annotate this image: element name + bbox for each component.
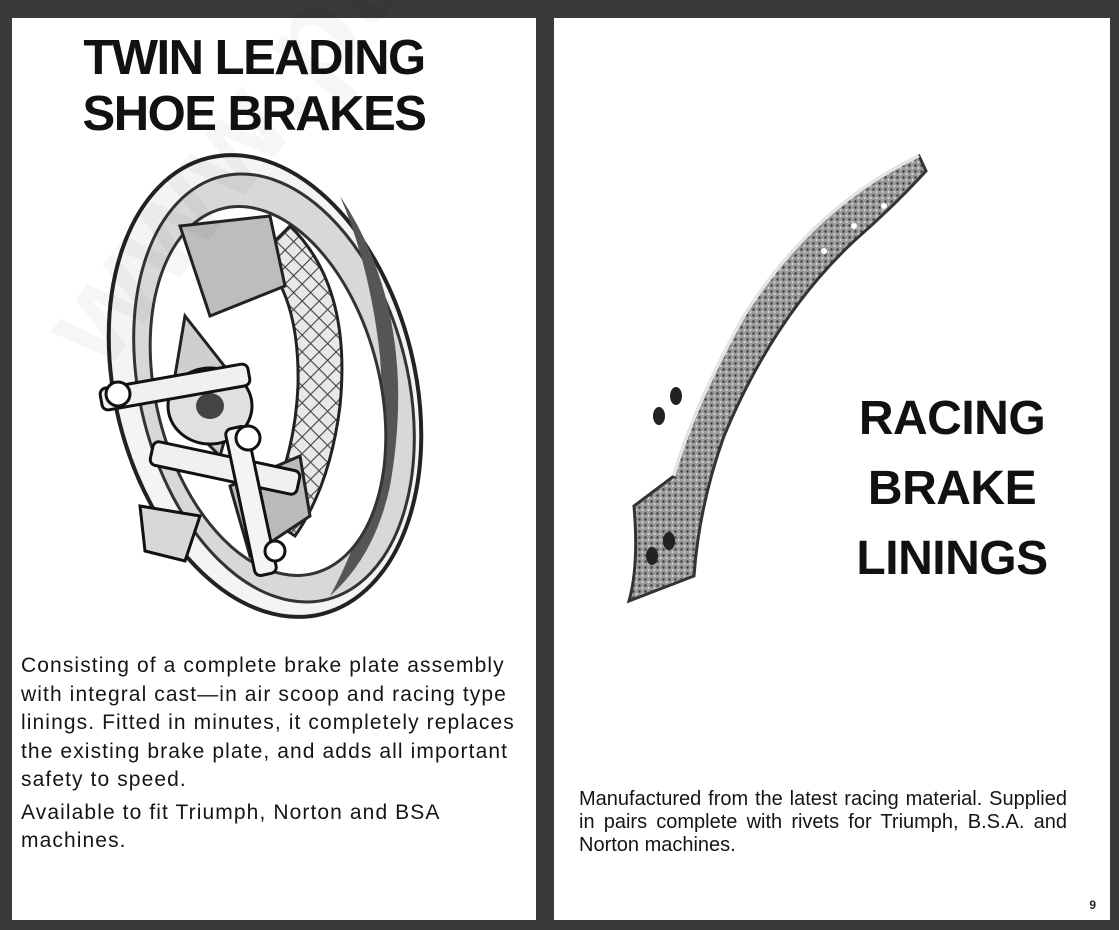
lining-description: Manufactured from the latest racing material. Supplied in pairs complete with rivets for Triumph, B.S.A. and Norton machines. xyxy=(579,788,1067,856)
racing-brake-linings-title xyxy=(816,384,1088,594)
availability-paragraph: Available to fit Triumph, Norton and BSA machines. xyxy=(21,800,440,852)
brake-plate-illustration xyxy=(90,156,420,636)
title-line: BRAKE xyxy=(867,462,1037,515)
left-page xyxy=(12,18,536,920)
title-line: SHOE BRAKES xyxy=(82,87,426,141)
right-page xyxy=(554,18,1110,920)
title-line: RACING xyxy=(858,392,1046,445)
brake-description xyxy=(21,652,516,856)
title-line: LININGS xyxy=(856,532,1048,585)
description-paragraph: Consisting of a complete brake plate assembly with integral cast—in air scoop and racing type linings. Fitted in minutes, it completely replaces the existing brake plate, and adds all important safety to speed. xyxy=(21,654,515,791)
twin-leading-shoe-brakes-title xyxy=(12,30,496,142)
page-number: 9 xyxy=(1089,898,1096,912)
title-line: TWIN LEADING xyxy=(83,31,425,85)
